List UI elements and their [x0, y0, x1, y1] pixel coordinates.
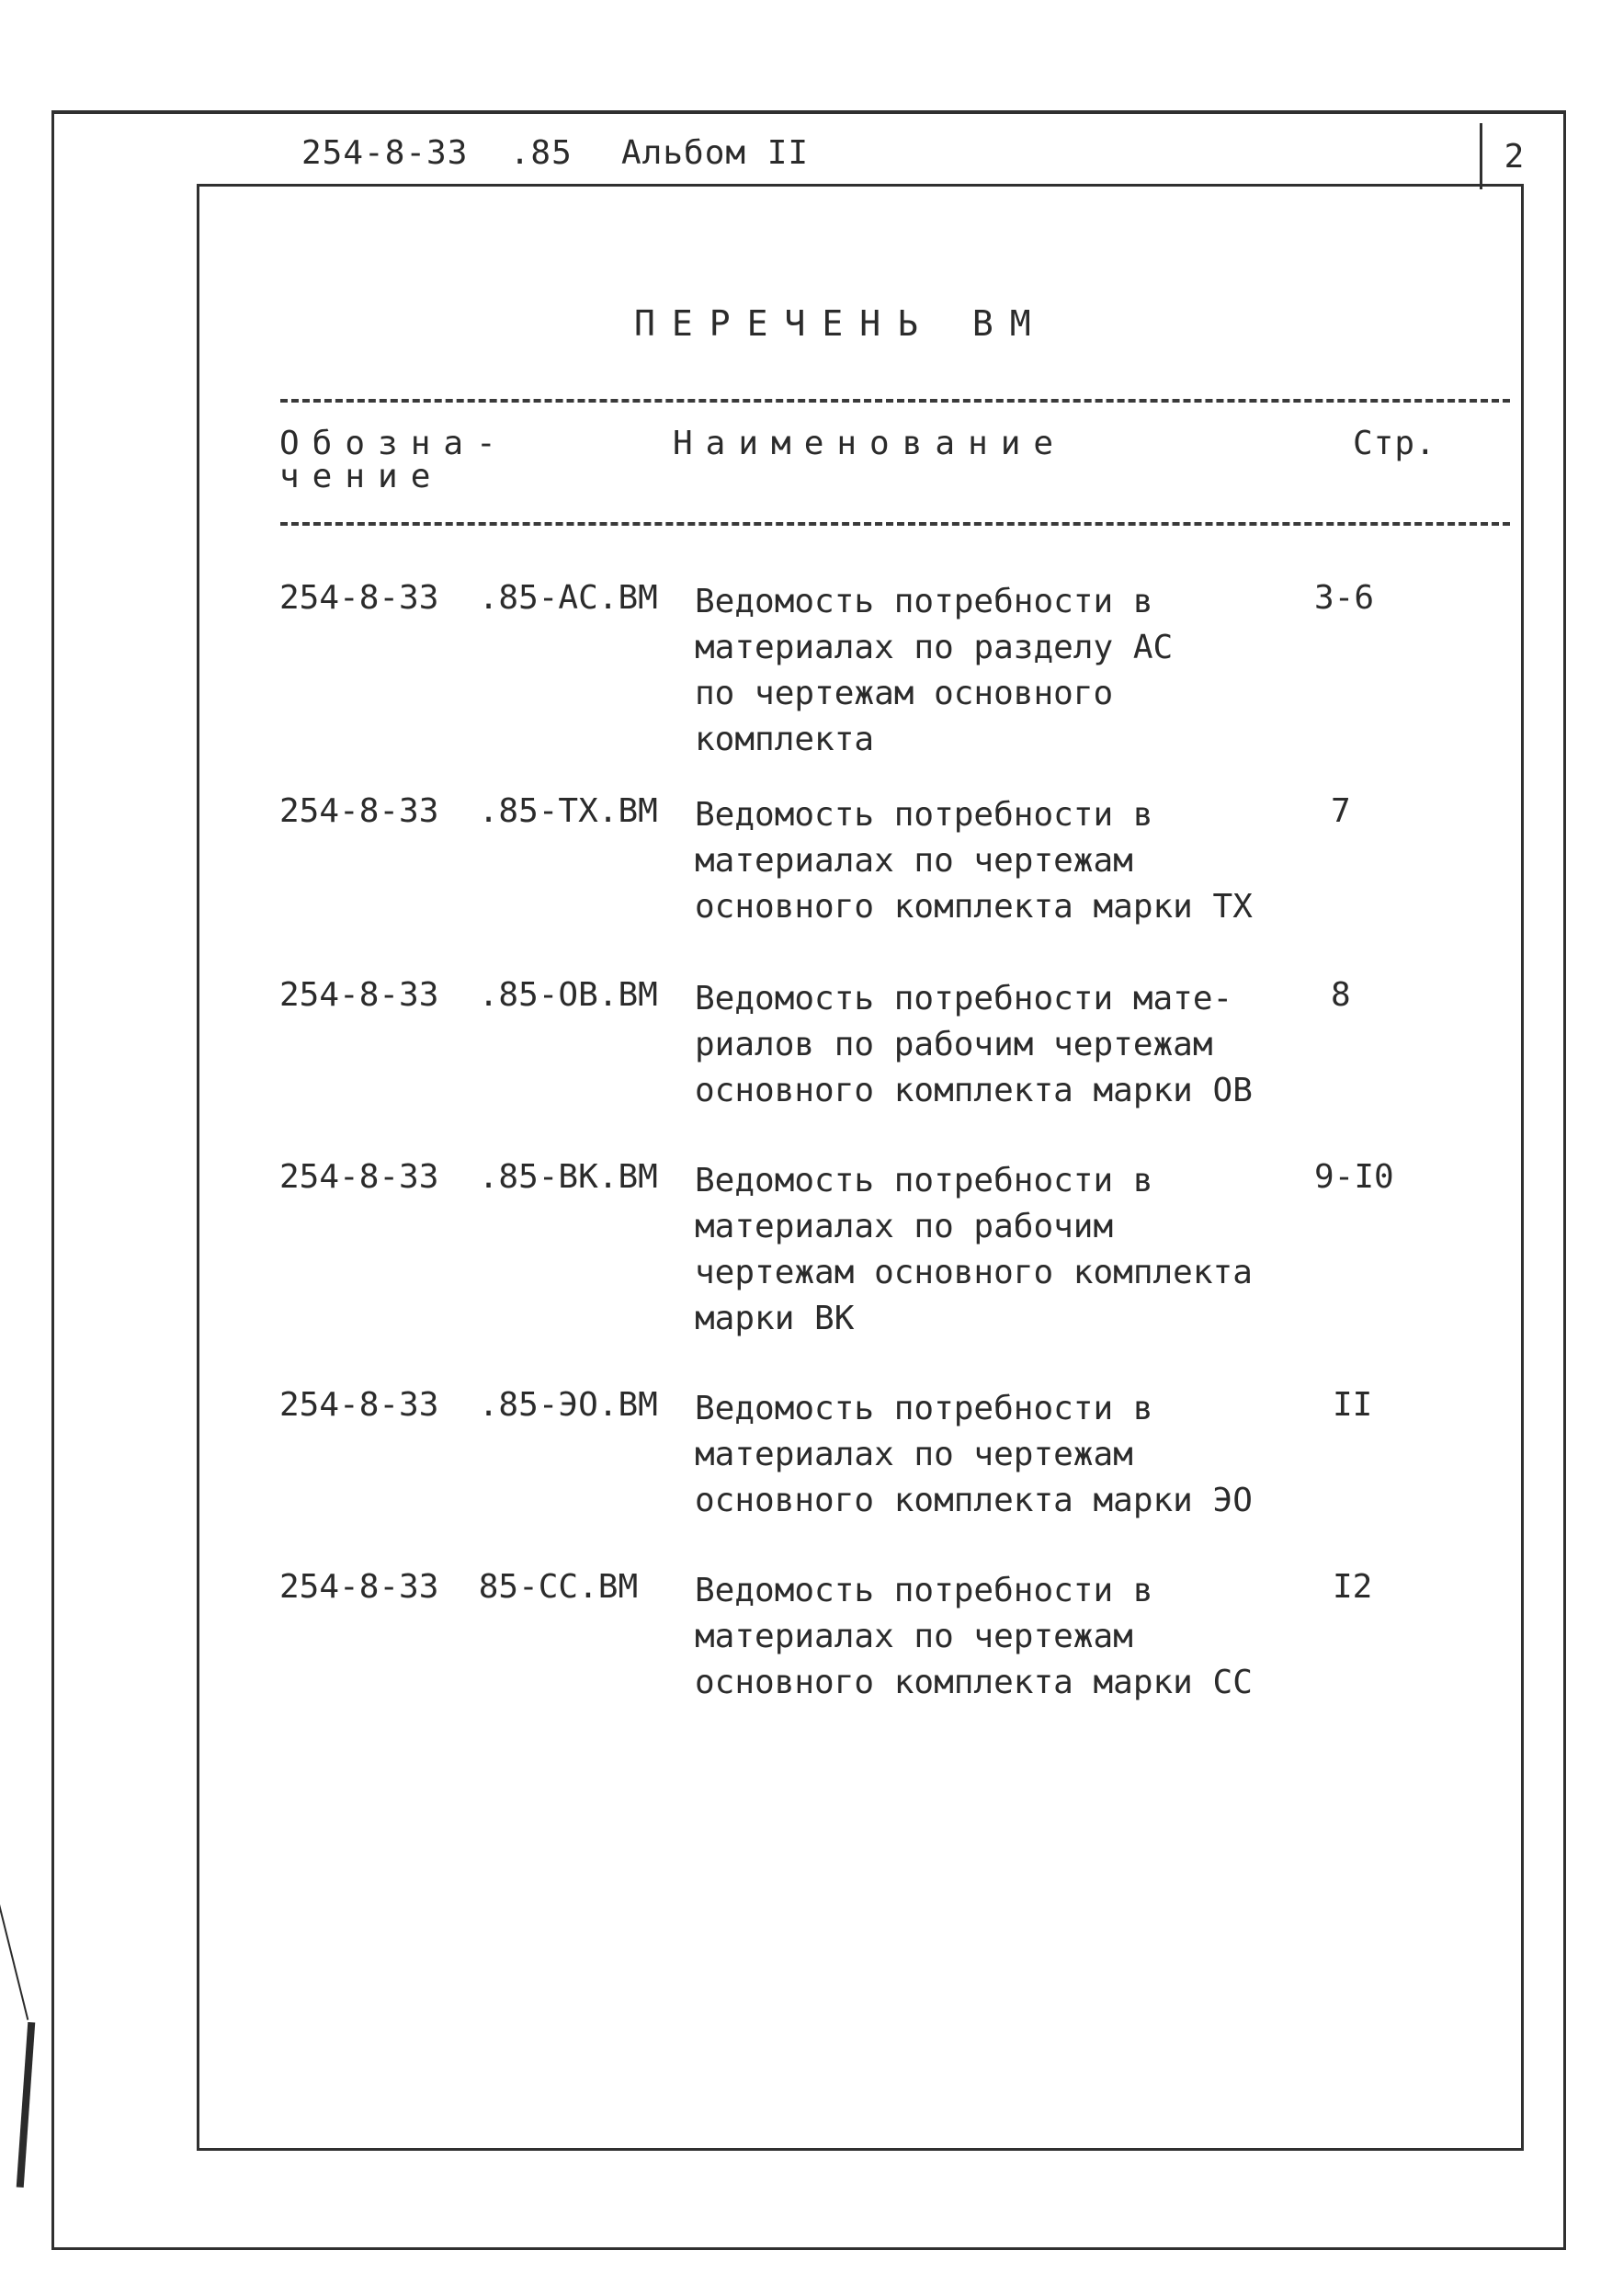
row-code: 254-8-33 .85-ОВ.ВМ — [279, 976, 658, 1014]
row-name: Ведомость потребности в материалах по рабочим чертежам основного комплекта марки ВК — [695, 1162, 1253, 1337]
page-number: 2 — [1504, 137, 1525, 176]
header-doc-code: 254-8-33 .85 — [301, 134, 573, 172]
row-code: 254-8-33 85-СС.ВМ — [279, 1568, 639, 1606]
row-name: Ведомость потребности в материалах по чертежам основного комплекта марки СС — [695, 1572, 1253, 1701]
row-name: Ведомость потребности в материалах по разделу АС по чертежам основного комплекта — [695, 583, 1174, 758]
row-name: Ведомость потребности в материалах по чертежам основного комплекта марки ТХ — [695, 796, 1253, 926]
column-designation-line1: Обозна- — [279, 425, 509, 462]
row-page: I2 — [1333, 1568, 1373, 1606]
page-number-box — [1480, 123, 1546, 189]
row-page: 9-I0 — [1314, 1158, 1394, 1196]
row-page: 7 — [1331, 792, 1351, 830]
row-code: 254-8-33 .85-ТХ.ВМ — [279, 792, 658, 830]
scan-artifact-line — [0, 1877, 28, 2020]
row-code: 254-8-33 .85-АС.ВМ — [279, 579, 658, 617]
header-album: Альбом II — [621, 134, 810, 172]
row-name: Ведомость потребности мате- риалов по рабочим чертежам основного комплекта марки ОВ — [695, 980, 1253, 1109]
row-name: Ведомость потребности в материалах по чертежам основного комплекта марки ЭО — [695, 1390, 1253, 1519]
page-title: ПЕРЕЧЕНЬ ВМ — [634, 303, 1048, 344]
column-designation-line2: чение — [279, 458, 444, 495]
row-page: II — [1333, 1386, 1373, 1424]
header-rule-bottom — [280, 522, 1510, 526]
header-rule-top — [280, 399, 1510, 403]
column-name: Наименование — [673, 425, 1067, 462]
scan-artifact-mark — [17, 2022, 36, 2188]
row-code: 254-8-33 .85-ВК.ВМ — [279, 1158, 658, 1196]
row-code: 254-8-33 .85-ЭО.ВМ — [279, 1386, 658, 1424]
row-page: 3-6 — [1314, 579, 1375, 617]
column-page: Стр. — [1353, 425, 1436, 462]
row-page: 8 — [1331, 976, 1351, 1014]
